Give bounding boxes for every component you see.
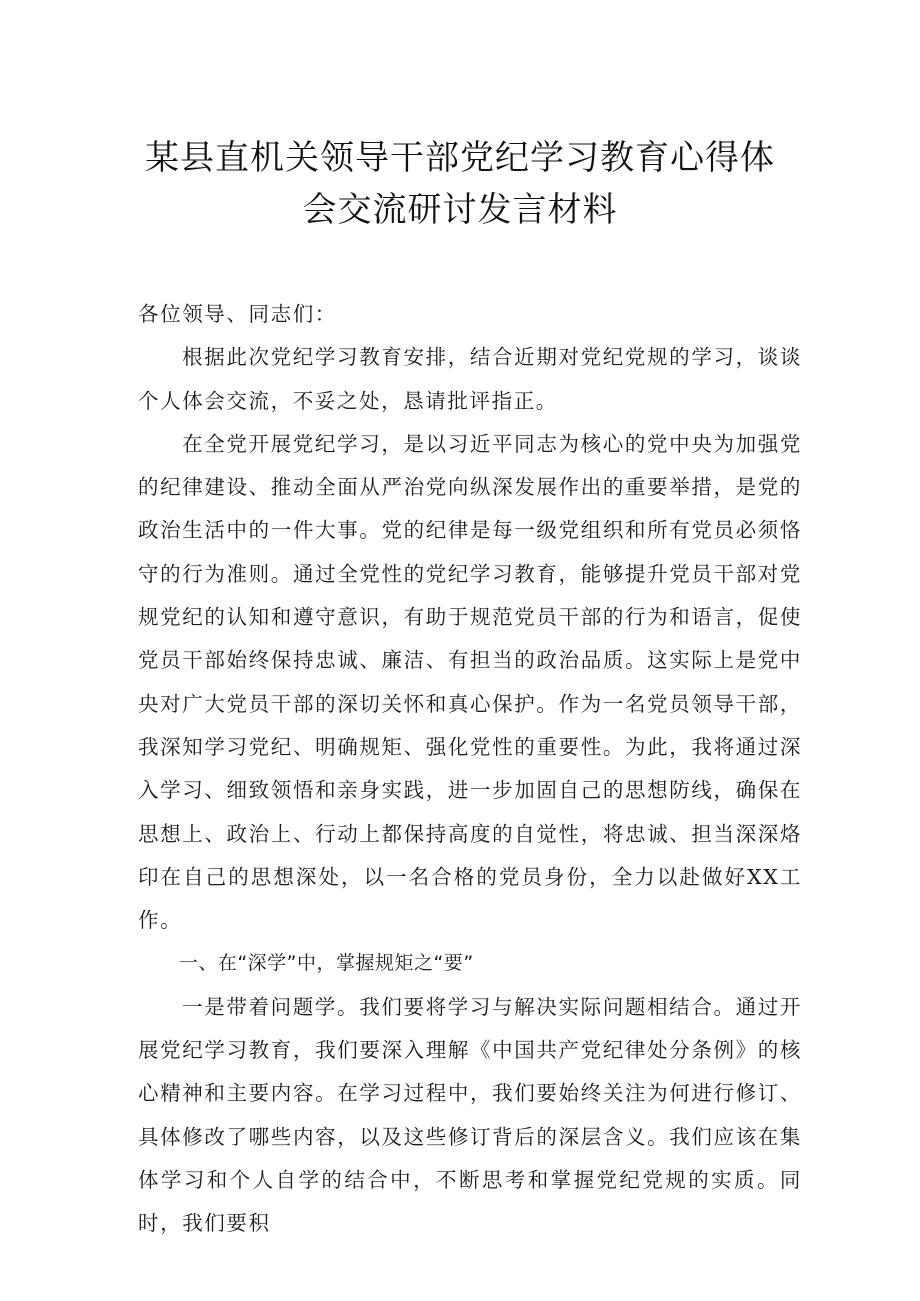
section-paragraph: 一是带着问题学。我们要将学习与解决实际问题相结合。通过开展党纪学习教育，我们要深入理解《中国共产党纪律处分条例》的核心精神和主要内容。在学习过程中，我们要始终关注为何进行修订、具体修改了哪些内容，以及这些修订背后的深层含义。我们应该在集体学习和个人自学的结合中，不断思考和掌握党纪党规的实质。同时，我们要积	[138, 994, 802, 1236]
paragraph-main: 在全党开展党纪学习，是以习近平同志为核心的党中央为加强党的纪律建设、推动全面从严治党向纵深发展作出的重要举措，是党的政治生活中的一件大事。党的纪律是每一级党组织和所有党员必须恪守的行为准则。通过全党性的党纪学习教育，能够提升党员干部对党规党纪的认知和遵守意识，有助于规范党员干部的行为和语言，促使党员干部始终保持忠诚、廉洁、有担当的政治品质。这实际上是党中央对广大党员干部的深切关怀和真心保护。作为一名党员领导干部，我深知学习党纪、明确规矩、强化党性的重要性。为此，我将通过深入学习、细致领悟和亲身实践，进一步加固自己的思想防线，确保在思想上、政治上、行动上都保持高度的自觉性，将忠诚、担当深深烙印在自己的思想深处，以一名合格的党员身份，全力以赴做好XX工作。	[138, 431, 802, 933]
document-title	[100, 132, 820, 236]
title-line-2: 会交流研讨发言材料	[302, 190, 618, 230]
section-heading: 一、在“深学”中，掌握规矩之“要”	[178, 952, 474, 975]
document-body	[138, 293, 802, 1246]
title-line-1: 某县直机关领导干部党纪学习教育心得体	[145, 138, 775, 178]
salutation: 各位领导、同志们：	[138, 302, 337, 326]
paragraph-intro: 根据此次党纪学习教育安排，结合近期对党纪党规的学习，谈谈个人体会交流，不妥之处，恳请批评指正。	[138, 345, 802, 413]
